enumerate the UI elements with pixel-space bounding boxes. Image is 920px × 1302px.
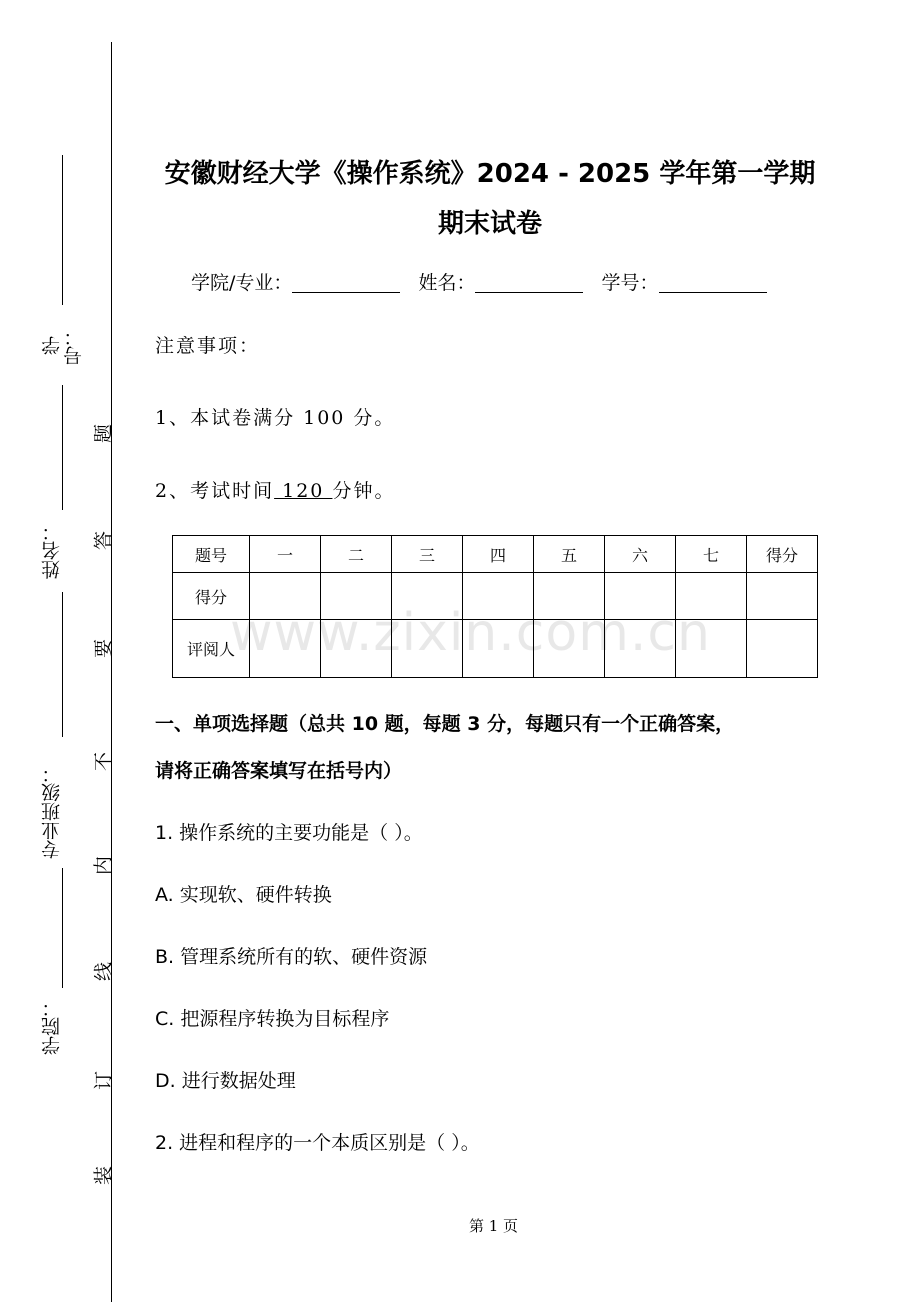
score-cell[interactable]	[321, 573, 392, 620]
name-field[interactable]	[475, 270, 583, 293]
notice-item-2-prefix: 2、考试时间	[155, 480, 275, 502]
table-header-cell: 一	[250, 536, 321, 573]
question-option: A. 实现软、硬件转换	[155, 884, 332, 906]
grader-cell[interactable]	[534, 620, 605, 678]
seal-char: 题	[92, 424, 115, 444]
seal-char: 不	[92, 752, 115, 772]
notice-item-2	[155, 476, 395, 503]
college-major-label: 学院/专业：	[191, 272, 293, 294]
student-id-label: 学号：	[601, 272, 659, 294]
side-label-class: 专业班级：	[41, 764, 63, 860]
exam-subtitle: 期末试卷	[437, 209, 542, 239]
notice-item-2-suffix: 分钟。	[332, 480, 396, 502]
college-major-field[interactable]	[292, 270, 400, 293]
table-header-row	[173, 536, 818, 573]
grader-cell[interactable]	[463, 620, 534, 678]
student-info-line	[191, 268, 779, 295]
id-blank-line	[62, 155, 63, 305]
table-header-cell: 五	[534, 536, 605, 573]
name-label: 姓名：	[418, 272, 476, 294]
binding-line	[111, 42, 112, 1302]
college-blank-line	[62, 868, 63, 988]
question-option: D. 进行数据处理	[155, 1070, 296, 1092]
class-blank-line	[62, 592, 63, 737]
score-cell[interactable]	[605, 573, 676, 620]
seal-char: 要	[92, 639, 115, 659]
notice-heading: 注意事项：	[155, 335, 261, 357]
seal-char: 线	[92, 962, 115, 982]
exam-title: 安徽财经大学《操作系统》2024 - 2025 学年第一学期	[164, 159, 816, 189]
side-label-name: 姓名：	[41, 522, 63, 580]
question-option: C. 把源程序转换为目标程序	[155, 1008, 390, 1030]
grader-cell[interactable]	[747, 620, 818, 678]
score-cell[interactable]	[392, 573, 463, 620]
name-blank-line	[62, 385, 63, 510]
score-cell[interactable]	[250, 573, 321, 620]
section-heading-line1: 一、单项选择题（总共 10 题，每题 3 分，每题只有一个正确答案，	[155, 713, 735, 735]
grader-cell[interactable]	[321, 620, 392, 678]
question-stem: 2. 进程和程序的一个本质区别是（ ）。	[155, 1132, 480, 1154]
page-number: 第 1 页	[468, 1217, 519, 1235]
seal-char: 答	[92, 531, 115, 551]
grader-cell[interactable]	[605, 620, 676, 678]
table-header-cell: 得分	[747, 536, 818, 573]
side-label-id: 学号：	[41, 327, 85, 365]
score-cell[interactable]	[676, 573, 747, 620]
table-header-cell: 四	[463, 536, 534, 573]
seal-char: 内	[92, 856, 115, 876]
table-header-cell: 题号	[173, 536, 250, 573]
table-header-cell: 三	[392, 536, 463, 573]
watermark: www.zixin.com.cn	[230, 603, 711, 663]
table-header-cell: 六	[605, 536, 676, 573]
score-cell[interactable]	[747, 573, 818, 620]
grader-cell[interactable]	[676, 620, 747, 678]
exam-duration-value: 120	[274, 480, 333, 502]
row-label: 评阅人	[173, 620, 250, 678]
seal-char: 订	[92, 1071, 115, 1091]
table-header-cell: 七	[676, 536, 747, 573]
question-option: B. 管理系统所有的软、硬件资源	[155, 946, 428, 968]
score-cell[interactable]	[534, 573, 605, 620]
grader-row	[173, 620, 818, 678]
section-heading-line2: 请将正确答案填写在括号内）	[155, 760, 403, 782]
table-header-cell: 二	[321, 536, 392, 573]
notice-item-1: 1、本试卷满分 100 分。	[155, 407, 396, 429]
question-stem: 1. 操作系统的主要功能是（ ）。	[155, 822, 423, 844]
grader-cell[interactable]	[250, 620, 321, 678]
grader-cell[interactable]	[392, 620, 463, 678]
score-cell[interactable]	[463, 573, 534, 620]
student-id-field[interactable]	[659, 270, 767, 293]
side-label-college: 学院：	[41, 998, 63, 1056]
row-label: 得分	[173, 573, 250, 620]
score-table	[172, 535, 818, 678]
score-row	[173, 573, 818, 620]
seal-char: 装	[92, 1166, 115, 1186]
